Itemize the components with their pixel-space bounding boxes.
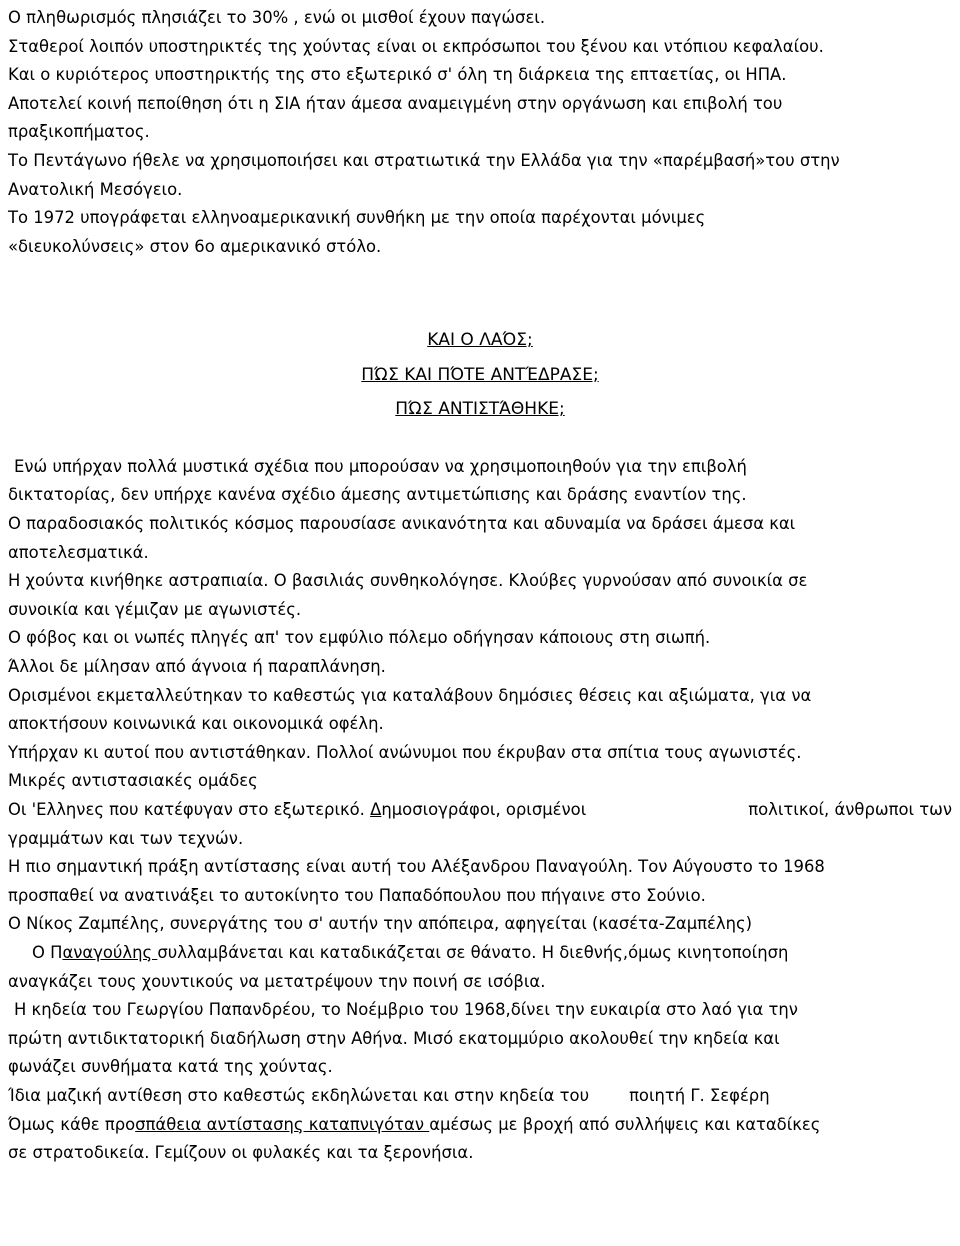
- text-segment: Ο Π: [32, 942, 63, 962]
- text-segment: πολιτικοί, άνθρωποι των: [748, 799, 952, 819]
- text-line: Η κηδεία του Γεωργίου Παπανδρέου, το Νοέμβριο του 1968,δίνει την ευκαιρία στο λαό για την: [14, 1000, 798, 1020]
- text-line: Η πιο σημαντική πράξη αντίστασης είναι αυτή του Αλέξανδρου Παναγούλη. Τον Αύγουστο το 1968: [8, 857, 825, 877]
- text-line: [8, 1111, 952, 1140]
- text-line: συνοικία και γέμιζαν με αγωνιστές.: [8, 599, 302, 619]
- text-line: Το 1972 υπογράφεται ελληνοαμερικανική συνθήκη με την οποία παρέχονται μόνιμες: [8, 208, 706, 228]
- text-segment: Ίδια μαζική αντίθεση στο καθεστώς εκδηλώνεται και στην κηδεία του: [8, 1085, 590, 1105]
- text-line: πρώτη αντιδικτατορική διαδήλωση στην Αθήνα. Μισό εκατομμύριο ακολουθεί την κηδεία και: [8, 1028, 780, 1048]
- text-line: Ενώ υπήρχαν πολλά μυστικά σχέδια που μπορούσαν να χρησιμοποιηθούν για την επιβολή: [14, 456, 747, 476]
- text-line: Ο παραδοσιακός πολιτικός κόσμος παρουσίασε ανικανότητα και αδυναμία να δράσει άμεσα και: [8, 514, 796, 534]
- text-line: αποκτήσουν κοινωνικά και οικονομικά οφέλη.: [8, 714, 384, 734]
- text-line: προσπαθεί να ανατινάξει το αυτοκίνητο του Παπαδόπουλου που πήγαινε στο Σούνιο.: [8, 885, 706, 905]
- section-heading: ΠΏΣ ΑΝΤΙΣΤΆΘΗΚΕ;: [395, 399, 565, 420]
- text-segment: ποιητή Γ. Σεφέρη: [629, 1085, 770, 1105]
- text-line: Ο πληθωρισμός πλησιάζει το 30% , ενώ οι μισθοί έχουν παγώσει.: [8, 8, 546, 27]
- text-line: Ορισμένοι εκμεταλλεύτηκαν το καθεστώς για καταλάβουν δημόσιες θέσεις και αξιώματα, για να: [8, 685, 812, 705]
- text-line: Ο φόβος και οι νωπές πληγές απ' τον εμφύλιο πόλεμο οδήγησαν κάποιους στη σιωπή.: [8, 628, 711, 648]
- text-line: Το Πεντάγωνο ήθελε να χρησιμοποιήσει και στρατιωτικά την Ελλάδα για την «παρέμβασή»του στην: [8, 150, 840, 170]
- text-line: Μικρές αντιστασιακές ομάδες: [8, 771, 258, 791]
- text-line: [8, 939, 952, 968]
- text-line: Ανατολική Μεσόγειο.: [8, 179, 183, 199]
- text-line: Σταθεροί λοιπόν υποστηρικτές της χούντας είναι οι εκπρόσωποι του ξένου και ντόπιου κεφαλαίου.: [8, 36, 824, 56]
- text-line: Και ο κυριότερος υποστηρικτής της στο εξωτερικό σ' όλη τη διάρκεια της επταετίας, οι ΗΠΑ.: [8, 65, 787, 85]
- text-line: σε στρατοδικεία. Γεμίζουν οι φυλακές και τα ξερονήσια.: [8, 1143, 474, 1163]
- text-line: «διευκολύνσεις» στον 6ο αμερικανικό στόλο.: [8, 236, 382, 256]
- text-line: Αποτελεί κοινή πεποίθηση ότι η ΣΙΑ ήταν άμεσα αναμειγμένη στην οργάνωση και επιβολή του: [8, 93, 783, 113]
- text-line: Υπήρχαν κι αυτοί που αντιστάθηκαν. Πολλοί ανώνυμοι που έκρυβαν στα σπίτια τους αγωνιστές.: [8, 742, 802, 762]
- section-headings: [8, 323, 952, 427]
- section-heading: ΚΑΙ Ο ΛΑΌΣ;: [427, 330, 533, 351]
- text-line: πραξικοπήματος.: [8, 122, 150, 142]
- text-line: Ο Νίκος Ζαμπέλης, συνεργάτης του σ' αυτήν την απόπειρα, αφηγείται (κασέτα-Ζαμπέλης): [8, 914, 752, 934]
- underlined-text: σπάθεια αντίστασης καταπνιγόταν: [135, 1114, 430, 1134]
- text-line: [8, 796, 952, 825]
- text-line: δικτατορίας, δεν υπήρχε κανένα σχέδιο άμεσης αντιμετώπισης και δράσης εναντίον της.: [8, 485, 747, 505]
- text-segment: Οι 'Ελληνες που κατέφυγαν στο εξωτερικό.: [8, 799, 365, 819]
- text-segment: [8, 796, 586, 825]
- body-section: [8, 453, 952, 1168]
- top-section: [8, 4, 952, 261]
- text-line: Άλλοι δε μίλησαν από άγνοια ή παραπλάνηση.: [8, 657, 386, 676]
- section-heading: ΠΏΣ ΚΑΙ ΠΌΤΕ ΑΝΤΈΔΡΑΣΕ;: [361, 364, 599, 385]
- text-segment: Όμως κάθε προ: [8, 1114, 136, 1134]
- text-line: αναγκάζει τους χουντικούς να μετατρέψουν την ποινή σε ισόβια.: [8, 971, 546, 991]
- text-segment: ημοσιογράφοι, ορισμένοι: [381, 799, 587, 819]
- underlined-letter: Δ: [370, 799, 382, 819]
- text-line: Η χούντα κινήθηκε αστραπιαία. Ο βασιλιάς συνθηκολόγησε. Κλούβες γυρνούσαν από συνοικία σε: [8, 571, 808, 591]
- text-line: φωνάζει συνθήματα κατά της χούντας.: [8, 1057, 333, 1077]
- text-line: αποτελεσματικά.: [8, 542, 149, 562]
- text-line: γραμμάτων και των τεχνών.: [8, 828, 244, 848]
- text-segment: συλλαμβάνεται και καταδικάζεται σε θάνατο. Η διεθνής,όμως κινητοποίηση: [157, 942, 789, 962]
- text-line: [8, 1082, 952, 1111]
- underlined-text: αναγούλης: [62, 942, 158, 962]
- text-segment: αμέσως με βροχή από συλλήψεις και καταδίκες: [429, 1114, 821, 1134]
